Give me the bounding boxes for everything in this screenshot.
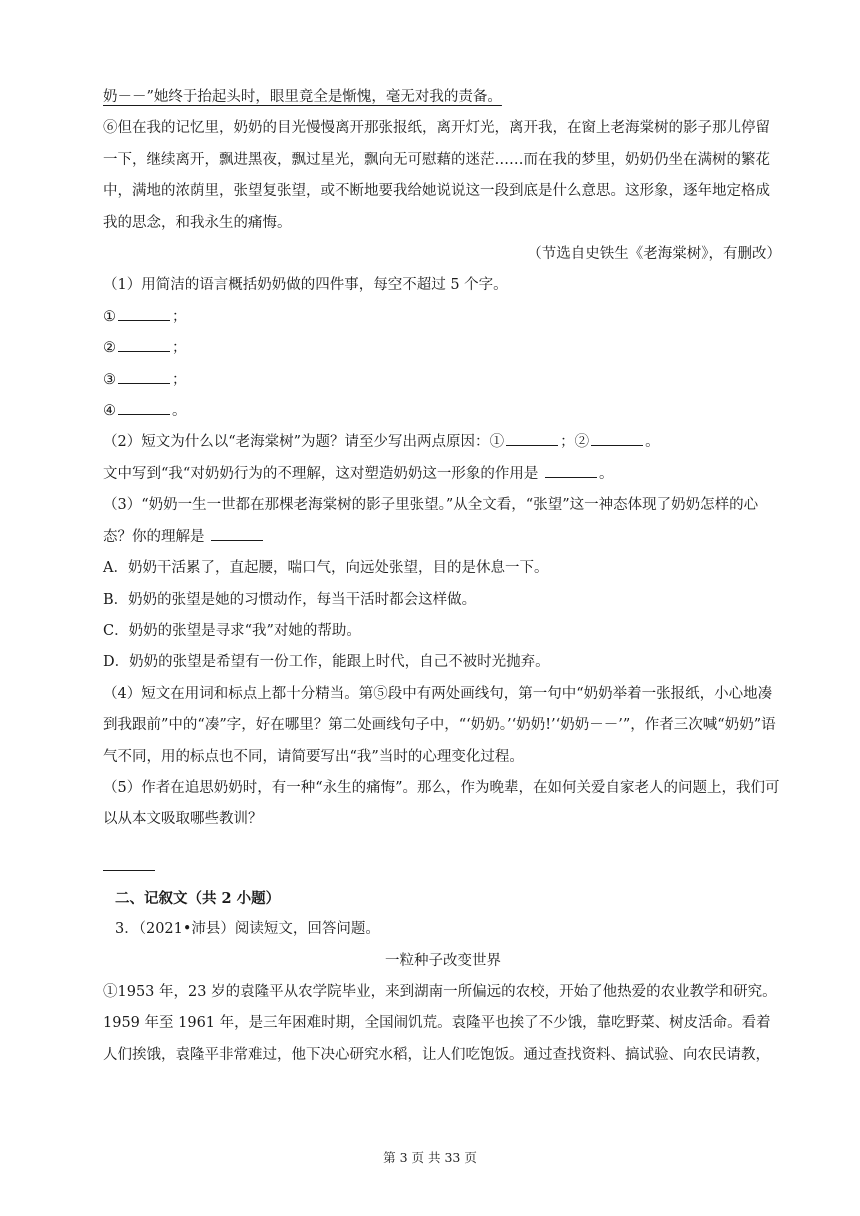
answer-blank[interactable]: [211, 539, 263, 541]
paragraph-6: ⑥但在我的记忆里，奶奶的目光慢慢离开那张报纸，离开灯光，离开我，在窗上老海棠树的影子那儿停留一下，继续离开，飘进黑夜，飘过星光，飘向无可慰藉的迷茫……而在我的梦里，奶奶仍坐在满树的繁花中，满地的浓荫里，张望复张望，或不断地要我给她说说这一段到底是什么意思。这形象，逐年地定格成我的思念，和我永生的痛悔。: [103, 120, 770, 231]
answer-blank[interactable]: [118, 350, 170, 352]
question-2-line-2: [103, 459, 783, 490]
answer-blank[interactable]: [118, 319, 170, 321]
answer-line-3: [103, 365, 783, 396]
answer-num: ①: [489, 434, 505, 451]
answer-blank[interactable]: [545, 476, 597, 478]
answer-num: ③: [103, 371, 116, 388]
option-a[interactable]: A．奶奶干活累了，直起腰，喘口气，向远处张望，目的是休息一下。: [103, 560, 549, 577]
section-heading: 二、记叙文（共 2 小题）: [115, 889, 281, 907]
answer-punct: 。: [645, 434, 660, 451]
q2-text: （2）短文为什么以“老海棠树”为题？请至少写出两点原因：: [103, 434, 490, 451]
answer-blank[interactable]: [103, 854, 155, 871]
passage-paragraph-1: ①1953 年，23 岁的袁隆平从农学院毕业，来到湖南一所偏远的农校，开始了他热爱的农业教学和研究。1959 年至 1961 年，是三年困难时期，全国闹饥荒。袁隆平也挨了不少饿，靠吃野菜、树皮活命。看着人们挨饿，袁隆平非常难过，他下决心研究水稻，让人们吃饱饭。通过查找资料、搞试验、向农民请教，: [103, 983, 777, 1063]
question-1-stem: （1）用简洁的语言概括奶奶做的四件事，每空不超过 5 个字。: [103, 277, 508, 294]
spacer: [103, 836, 783, 854]
answer-num: ①: [103, 308, 116, 325]
question-5: （5）作者在追思奶奶时，有一种“永生的痛悔”。那么，作为晚辈，在如何关爱自家老人的问题上，我们可以从本文吸取哪些教训？: [103, 779, 780, 828]
answer-punct: ；: [560, 434, 575, 451]
passage-title: 一粒种子改变世界: [385, 952, 501, 969]
answer-blank[interactable]: [118, 413, 170, 415]
page-footer: 第 3 页 共 33 页: [383, 1150, 477, 1165]
answer-num: ④: [103, 403, 116, 420]
q3-text: （3）“奶奶一生一世都在那棵老海棠树的影子里张望。”从全文看，“张望”这一神态体现了奶奶怎样的心态？你的理解是: [103, 497, 759, 545]
question-3-intro: 3．（2021•沛县）阅读短文，回答问题。: [115, 921, 380, 938]
source-note: （节选自史铁生《老海棠树》，有删改）: [527, 246, 781, 263]
question-2-stem: [103, 427, 783, 458]
answer-punct: ；: [172, 371, 187, 388]
answer-punct: ；: [172, 308, 187, 325]
answer-num: ②: [574, 434, 590, 451]
option-c[interactable]: C．奶奶的张望是寻求“我”对她的帮助。: [103, 622, 361, 639]
page-content: [103, 82, 783, 1071]
question-4: （4）短文在用词和标点上都十分精当。第⑤段中有两处画线句，第一句中“奶奶举着一张报纸，小心地凑到我跟前”中的“凑”字，好在哪里？第二处画线句子中，“‘奶奶。’‘奶奶!’‘奶奶－－’”，作者三次喊“奶奶”语气不同，用的标点也不同，请简要写出“我”当时的心理变化过程。: [103, 685, 776, 765]
question-3-stem: [103, 490, 783, 553]
answer-blank[interactable]: [118, 382, 170, 384]
underlined-sentence: 奶－－”她终于抬起头时，眼里竟全是惭愧，毫无对我的责备。: [103, 89, 502, 105]
option-b[interactable]: B．奶奶的张望是她的习惯动作，每当干活时都会这样做。: [103, 591, 477, 608]
answer-num: ②: [103, 340, 116, 357]
q2-line2-text: 文中写到“我“对奶奶行为的不理解，这对塑造奶奶这一形象的作用是: [103, 465, 543, 482]
answer-punct: 。: [598, 465, 614, 482]
answer-punct: ；: [172, 340, 187, 357]
answer-line-1: [103, 302, 783, 333]
option-d[interactable]: D．奶奶的张望是希望有一份工作，能跟上时代，自己不被时光抛弃。: [103, 654, 550, 671]
answer-blank[interactable]: [506, 444, 558, 446]
answer-blank[interactable]: [591, 444, 643, 446]
spacer: [103, 871, 783, 883]
answer-line-4: [103, 396, 783, 427]
answer-line-2: [103, 333, 783, 364]
answer-punct: 。: [172, 403, 187, 420]
